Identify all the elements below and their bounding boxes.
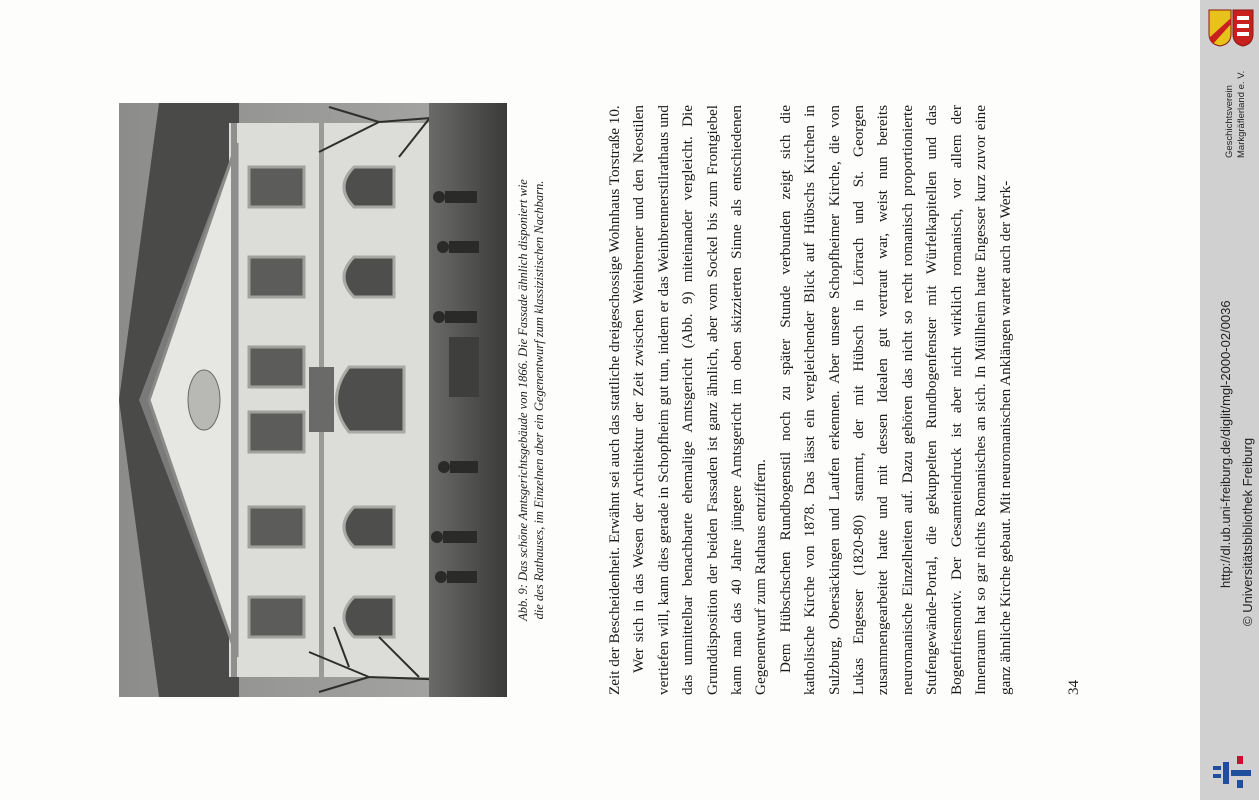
library-logo-icon <box>1211 752 1253 792</box>
coat-of-arms-icon <box>1207 8 1255 48</box>
body-text <box>603 105 1018 695</box>
paragraph-2: Wer sich in das Wesen der Architektur der Zeit zwischen Weinbrenner und den Neostilen vertiefen will, kann dies gerade in Schopfheim gut tun, indem er das Weinbrennerstilrathaus und das unmittelbar benachbarte ehemalige Amtsgericht (Abb. 9) miteinander vergleicht. Die Grunddisposition der beiden Fassaden ist ganz ähnlich, aber vom Sockel bis zum Frontgiebel kann man das 40 Jahre jüngere Amtsgericht im oben skizzierten Sinne als entschiedenen Gegenentwurf zum Rathaus entziffern. <box>630 105 770 695</box>
paragraph-3: Dem Hübschschen Rundbogenstil noch zu später Stunde verbunden zeigt sich die katholische Kirche von 1878. Das lässt ein vergleichender Blick auf Hübschs Kirchen in Sulzburg, Obersäckingen und Laufen erkennen. Aber unsere Schopfheimer Kirche, die von Lukas Engesser (1820-80) stammt, der mit Hübsch in Lörrach und St. Georgen zusammengearbeitet hatte und mit dessen Idealen gut vertraut war, weist nun bereits neuromanische Einzelheiten auf. Dazu gehören das nicht so recht romanisch proportionierte Stufengewände-Portal, die gekuppelten Rundbogenfenster mit Würfelkapitellen und das Bogenfriesmotiv. Der Gesamteindruck ist aber nicht wirklich romanisch, vor allem der Innenraum hat so gar nichts Romanisches an sich. In Müllheim hatte Engesser kurz zuvor eine ganz ähnliche Kirche gebaut. Mit neuromanischen Anklängen wartet auch der Werk- <box>776 105 1014 695</box>
page-number: 34 <box>1066 680 1082 695</box>
paragraph-1: Zeit der Bescheidenheit. Erwähnt sei auch das stattliche dreigeschossige Wohnhaus Torstraße 10. <box>606 105 623 695</box>
document-url[interactable]: http://dl.ub.uni-freiburg.de/diglit/mgl-2000-02/0036 <box>1218 300 1233 588</box>
society-name-line-1: Geschichtsverein <box>1224 85 1235 158</box>
caption-line-2: die des Rathauses, im Einzelnen aber ein Gegenentwurf zum klassizistischen Nachbarn. <box>532 180 546 620</box>
copyright-notice: © Universitätsbibliothek Freiburg <box>1240 437 1255 626</box>
courthouse-photo <box>119 103 507 697</box>
figure-caption <box>515 105 547 695</box>
caption-line-1: Abb. 9: Das schöne Amtsgerichtsgebäude von 1866. Die Fassade ähnlich disponiert wie <box>516 179 530 621</box>
society-name-line-2: Markgräflerland e. V. <box>1236 70 1247 158</box>
